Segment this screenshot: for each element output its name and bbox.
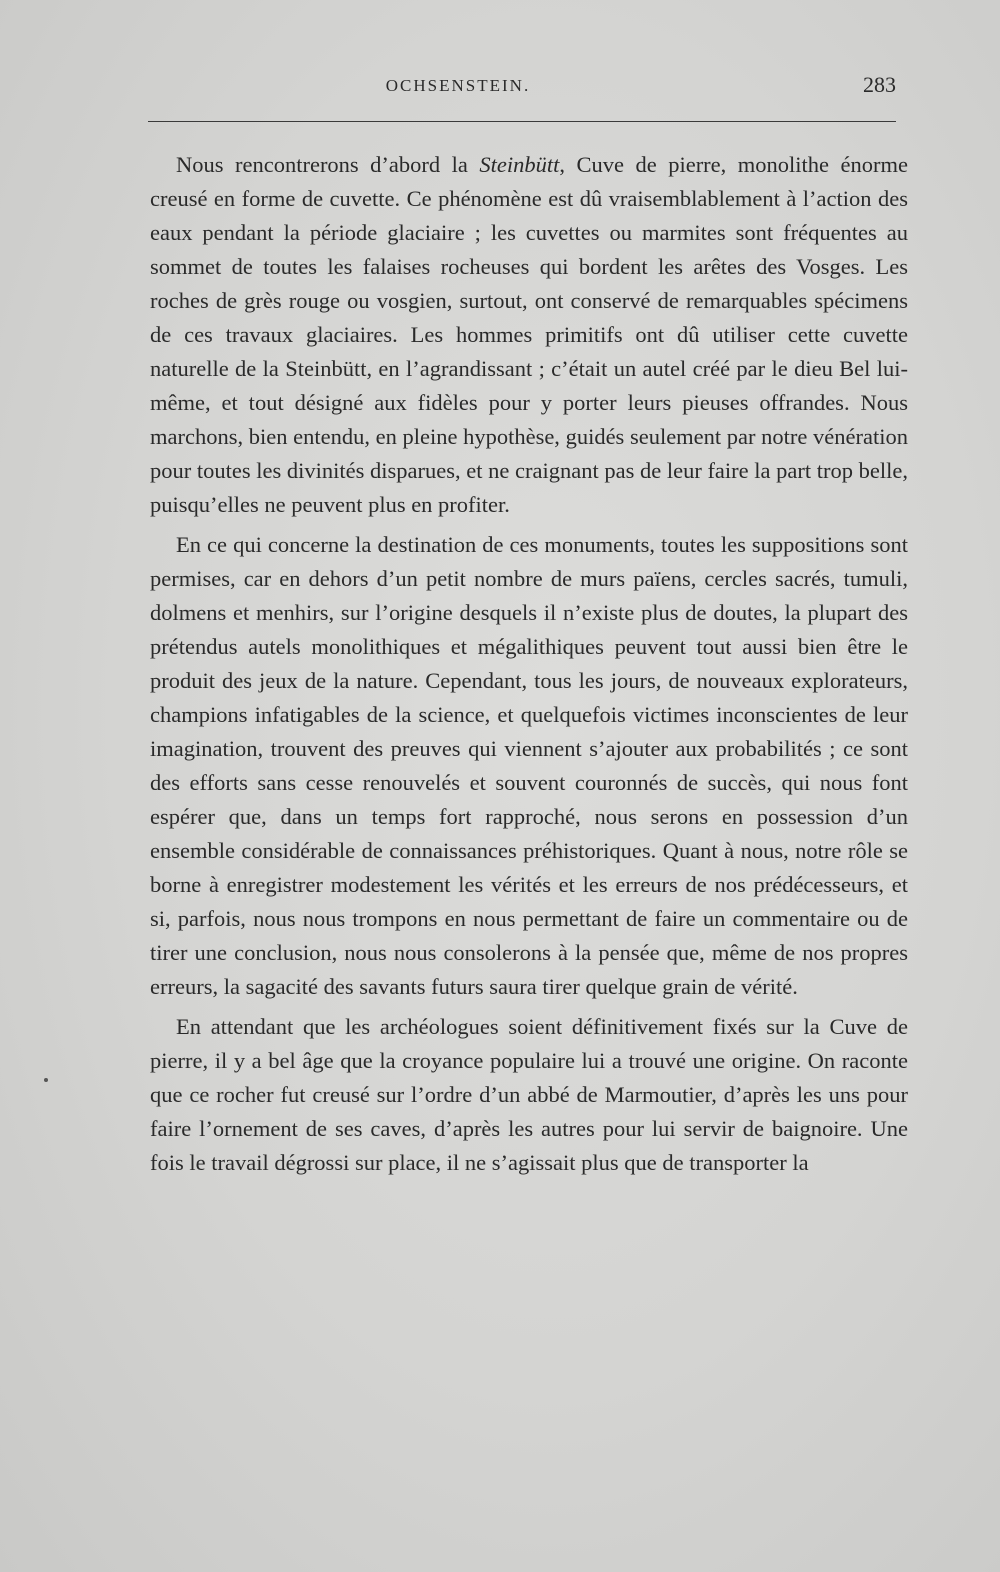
running-title: OCHSENSTEIN. — [385, 76, 531, 95]
paragraph-1 — [150, 148, 908, 522]
running-head — [148, 72, 898, 102]
paragraph-1-lead: Nous rencontrerons d’abord la — [176, 152, 480, 177]
steinbutt-italic: Steinbütt — [479, 152, 560, 177]
paragraph-3: En attendant que les archéologues soient définitivement fixés sur la Cuve de pierre, il y a bel âge que la croyance populaire lui a trouvé une origine. On raconte que ce rocher fut creusé sur l’ordre d’un abbé de Marmoutier, d’après les uns pour faire l’ornement de ses caves, d’après les autres pour lui servir de baignoire. Une fois le travail dégrossi sur place, il ne s’agissait plus que de transporter la — [150, 1014, 908, 1175]
body-text — [150, 148, 908, 1186]
page-number: 283 — [863, 72, 896, 97]
stray-ink-dot — [44, 1078, 48, 1082]
paragraph-1-rest: , Cuve de pierre, monolithe énorme creusé en forme de cuvette. Ce phénomène est dû vraisemblablement à l’action des eaux pendant la période glaciaire ; les cuvettes ou marmites sont fréquentes au sommet de toutes les falaises rocheuses qui bordent les arêtes des Vosges. Les roches de grès rouge ou vosgien, surtout, ont conservé de remarquables spécimens de ces travaux glaciaires. Les hommes primitifs ont dû utiliser cette cuvette naturelle de la Steinbütt, en l’agrandissant ; c’était un autel créé par le dieu Bel lui-même, et tout désigné aux fidèles pour y porter leurs pieuses offrandes. Nous marchons, bien entendu, en pleine hypothèse, guidés seulement par notre vénération pour toutes les divinités disparues, et ne craignant pas de leur faire la part trop belle, puisqu’elles ne peuvent plus en profiter. — [150, 152, 908, 517]
header-rule — [148, 121, 896, 122]
paragraph-2: En ce qui concerne la destination de ces monuments, toutes les suppositions sont permises, car en dehors d’un petit nombre de murs païens, cercles sacrés, tumuli, dolmens et menhirs, sur l’origine desquels il n’existe plus de doutes, la plupart des prétendus autels monolithiques et mégalithiques peuvent tout aussi bien être le produit des jeux de la nature. Cependant, tous les jours, de nouveaux explorateurs, champions infatigables de la science, et quelquefois victimes inconscientes de leur imagination, trouvent des preuves qui viennent s’ajouter aux probabilités ; ce sont des efforts sans cesse renouvelés et souvent couronnés de succès, qui nous font espérer que, dans un temps fort rapproché, nous serons en possession d’un ensemble considérable de connaissances préhistoriques. Quant à nous, notre rôle se borne à enregistrer modestement les vérités et les erreurs de nos prédécesseurs, et si, parfois, nous nous trompons en nous permettant de faire un commentaire ou de tirer une conclusion, nous nous consolerons à la pensée que, même de nos propres erreurs, la sagacité des savants futurs saura tirer quelque grain de vérité. — [150, 532, 908, 999]
